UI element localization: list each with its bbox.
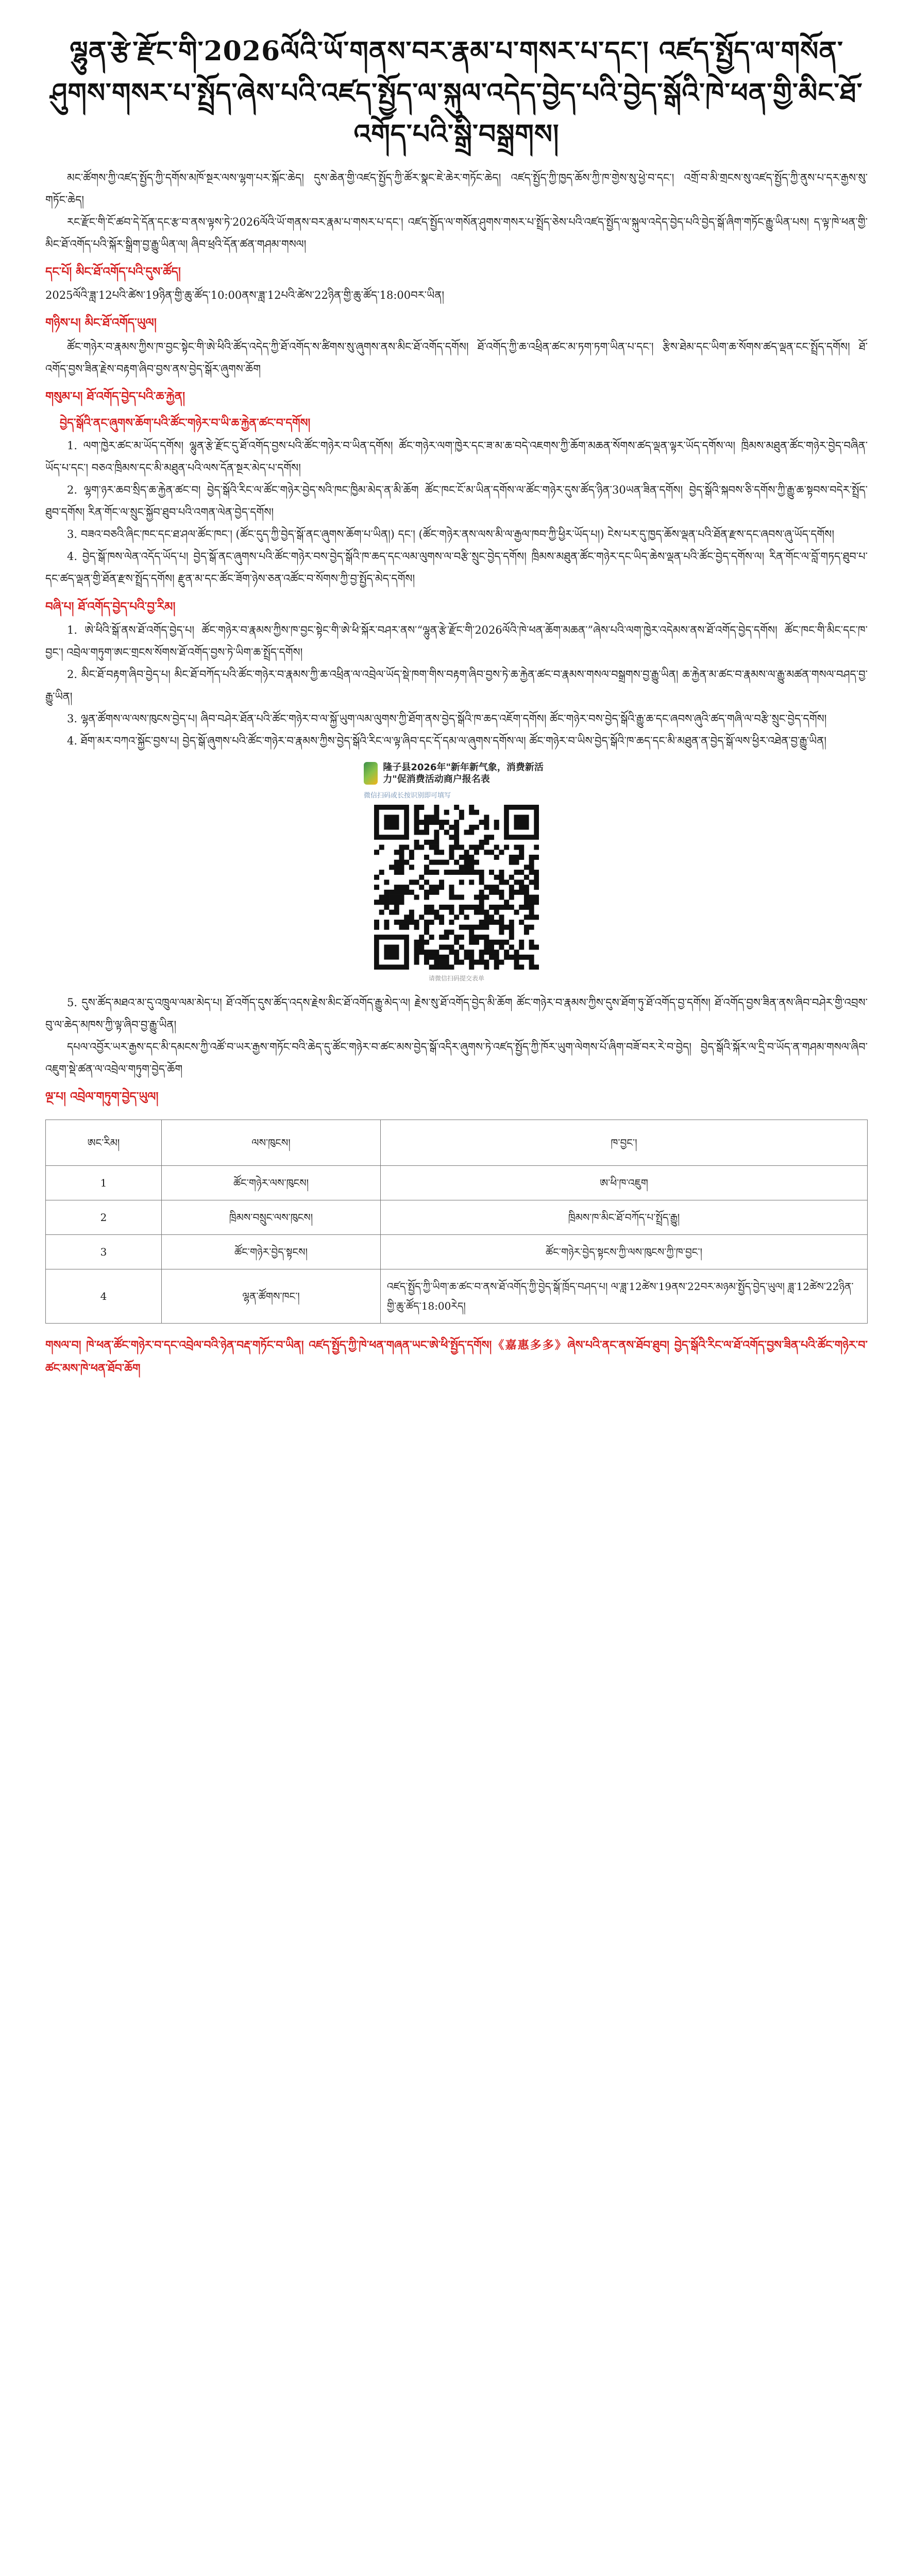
table-row — [46, 1166, 868, 1200]
list-item: 2. མིང་ཐོ་བརྟག་ཞིབ་བྱེད་པ། མིང་ཐོ་བཀོད་པའི་ཚོང་གཉེར་བ་རྣམས་ཀྱི་ཆ་འཕྲིན་ལ་འབྲེལ་ཡོད་སྡེ་ཁག་གིས་བརྟག་ཞིབ་བྱས་ཏེ་ཆ་རྐྱེན་ཚང་བ་རྣམས་གསལ་བསྒྲགས་བྱ་རྒྱུ་ཡིན། ཆ་རྐྱེན་མ་ཚང་བ་རྣམས་ལ་རྒྱུ་མཚན་གསལ་བཤད་བྱ་རྒྱུ་ཡིན། — [45, 668, 868, 703]
list-item: 1. ལག་ཁྱེར་ཚང་མ་ཡོད་དགོས། ལྷུན་རྩེ་རྫོང་དུ་ཐོ་འགོད་བྱས་པའི་ཚོང་གཉེར་བ་ཡིན་དགོས། ཚོང་གཉེར་ལག་ཁྱེར་དང་ཟ་མ་ཆ་བདེ་འཇགས་ཀྱི་ཆོག་མཆན་སོགས་ཚད་ལྡན་ལྟར་ཡོད་དགོས་ལ། ཁྲིམས་མཐུན་ཚོང་གཉེར་བྱེད་བཞིན་ཡོད་པ་དང་། བཅའ་ཁྲིམས་དང་མི་མཐུན་པའི་ལས་དོན་སྔར་མེད་པ་དགོས། — [45, 439, 868, 474]
list-item: 3. ལྷན་ཚོགས་ལ་ལས་ཁུངས་བྱེད་པ། ཞིབ་བཤེར་ཐོན་པའི་ཚོང་གཉེར་བ་ལ་སྐྱོ་ཡུག་ལམ་ལུགས་ཀྱི་ཐོག་ནས་བྱེད་སྒོའི་ཁ་ཆད་འཇོག་དགོས། ཚོང་གཉེར་བས་བྱེད་སྒོའི་རྒྱུ་ཆ་དང་ཞབས་ཞུའི་ཚད་གཞི་ལ་བརྩི་སྲུང་བྱེད་དགོས། — [67, 713, 827, 725]
table-row — [46, 1235, 868, 1269]
section-heading: ལྔ་པ། འབྲེལ་གཏུག་བྱེད་ཡུལ། — [45, 1090, 159, 1104]
table-cell: ཚོང་གཉེར་ལས་ཁུངས། — [162, 1166, 381, 1200]
table-cell: ཁྲིམས་ཁ་མིང་ཐོ་བཀོད་པ་སྤྲོད་རྒྱུ། — [381, 1200, 868, 1235]
qr-card-subtitle: 微信扫码或长按识别即可填写 — [364, 791, 451, 800]
section-body: ཚོང་གཉེར་བ་རྣམས་ཀྱིས་ཁ་བྱང་སྟེང་གི་ཨེ་ཕིའི་ཚོད་འདེད་ཀྱི་ཐོ་འགོད་ས་ཚིགས་སུ་ཞུགས་ནས་མིང་ཐོ་འགོད་དགོས། ཐོ་འགོད་ཀྱི་ཆ་འཕྲིན་ཚང་མ་ཏག་ཏག་ཡིན་པ་དང་། རྩིས་ཐེམ་དང་ཡིག་ཆ་སོགས་ཚད་ལྡན་ངང་སྤྲོད་དགོས། ཐོ་འགོད་བྱས་ཟིན་རྗེས་བརྟག་ཞིབ་བྱས་ནས་བྱེད་སྒོར་ཞུགས་ཆོག — [45, 340, 868, 375]
table-header-cell: ཨང་རིམ། — [46, 1120, 162, 1166]
table-header-cell: ཁ་བྱང་། — [381, 1120, 868, 1166]
notice-text: གསལ་བ། ཁེ་ཕན་ཚོང་གཉེར་བ་དང་འབྲེལ་བའི་ཉེན་བརྡ་གཏོང་བ་ཡིན། འཛད་སྤྱོད་ཀྱི་ཁེ་ཕན་གཞན་ཡང་ཨེ་ཕི་སྤྱོད་དགོས།《嘉惠多多》ཞེས་པའི་ནང་ནས་ཐོབ་ཐུབ། བྱེད་སྒོའི་རིང་ལ་ཐོ་འགོད་བྱས་ཟིན་པའི་ཚོང་གཉེར་བ་ཚང་མས་ཁེ་ཕན་ཐོབ་ཆོག — [45, 1338, 868, 1376]
qr-card-title: 隆子县2026年"新年新气象，消费新活力"促消费活动商户报名表 — [383, 762, 544, 785]
qr-code-icon — [374, 805, 539, 970]
section-heading: དང་པོ། མིང་ཐོ་འགོད་པའི་དུས་ཚོད། — [45, 264, 181, 279]
intro-paragraph: རང་རྫོང་གི་ངོ་ཚབ་དེ་དོན་དང་རྩ་བ་ནས་ལྟས་ཏེ་2026ལོའི་ཡོ་གནས་བར་རྣམ་པ་གསར་པ་དང་། འཛད་སྤྱོད་ལ་གསོན་ཤུགས་གསར་པ་སྤྲོད་ཅེས་པའི་འཛད་སྤྱོད་ལ་སྐུལ་འདེད་བྱེད་པའི་བྱེད་སྒོ་ཞིག་གཏོང་རྒྱུ་ཡིན་པས། ད་ལྟ་ཁེ་ཕན་གྱི་མིང་ཐོ་འགོད་པའི་སྐོར་སྒྲིག་བྱ་རྒྱུ་ཡིན་ལ། ཞིབ་ཕྲའི་དོན་ཚན་གཤམ་གསལ། — [45, 215, 868, 250]
table-cell: 4 — [46, 1269, 162, 1324]
section-heading: གསུམ་པ། ཐོ་འགོད་བྱེད་པའི་ཆ་རྐྱེན། — [45, 389, 185, 403]
list-item: 3. བཟའ་བཅའི་ཞིང་ཁང་དང་ཐ་ཤལ་ཚོང་ཁང་། (ཚོང་དུད་ཀྱི་བྱེད་སྒོ་ནང་ཞུགས་ཆོག་པ་ཡིན།) དང་། (ཚོང་གཉེར་ནས་ལས་མི་ལ་རྒྱལ་ཁབ་ཀྱི་ཕྱིར་ཡོད་པ།) ངེས་པར་དུ་ཁྱད་ཆོས་ལྡན་པའི་ཐོན་རྫས་དང་ཞབས་ཞུ་ཡོད་དགོས། — [67, 528, 835, 541]
section-heading: བཞི་པ། ཐོ་འགོད་བྱེད་པའི་བྱ་རིམ། — [45, 599, 176, 614]
intro-paragraph: མང་ཚོགས་ཀྱི་འཛད་སྤྱོད་ཀྱི་དགོས་མཁོ་སྔར་ལས་ལྷག་པར་སྐོང་ཆེད། དུས་ཆེན་གྱི་འཛད་སྤྱོད་ཀྱི་ཚོར་སྣང་ཇེ་ཆེར་གཏོང་ཆེད། འཛད་སྤྱོད་ཀྱི་ཁྱད་ཆོས་ཀྱི་ཁ་གྱེས་སུ་ཕྱེ་བ་དང་། འགྲོ་བ་མི་གྲངས་སུ་འཛད་སྤྱོད་ཀྱི་ནུས་པ་དར་རྒྱས་སུ་གཏོང་ཆེད། — [45, 171, 868, 206]
table-header-cell: ལས་ཁུངས། — [162, 1120, 381, 1166]
list-item: 4. ཐོག་མར་བཀའ་སྐྱོང་བྱས་པ། བྱེད་སྒོ་ཞུགས་པའི་ཚོང་གཉེར་བ་རྣམས་ཀྱིས་བྱེད་སྒོའི་རིང་ལ་ལྟ་ཞིབ་དང་དོ་དམ་ལ་ཞུགས་དགོས་ལ། ཚོང་གཉེར་བ་ཡིས་བྱེད་སྒོའི་ཁ་ཆད་དང་མི་མཐུན་ན་བྱེད་སྒོ་ལས་ཕྱིར་འཐེན་བྱ་རྒྱུ་ཡིན། — [67, 735, 826, 748]
section-subheading: བྱེད་སྒོའི་ནང་ཞུགས་ཆོག་པའི་ཚོང་གཉེར་བ་ཡི་ཆ་རྐྱེན་ཚང་བ་དགོས། — [60, 416, 311, 430]
table-row — [46, 1269, 868, 1324]
closing-paragraph: དཔལ་འབྱོར་ཡར་རྒྱས་དང་མི་དམངས་ཀྱི་འཚོ་བ་ཡར་རྒྱས་གཏོང་བའི་ཆེད་དུ་ཚོང་གཉེར་བ་ཚང་མས་བྱེད་སྒོ་འདིར་ཞུགས་ཏེ་འཛད་སྤྱོད་ཀྱི་ཁོར་ཡུག་ལེགས་པོ་ཞིག་བཟོ་བར་རེ་བ་བྱེད། བྱེད་སྒོའི་སྐོར་ལ་དྲི་བ་ཡོད་ན་གཤམ་གསལ་ཞིབ་འཇུག་སྡེ་ཚན་ལ་འབྲེལ་གཏུག་བྱེད་ཆོག — [45, 1040, 868, 1076]
registration-qr-card — [364, 761, 549, 982]
table-header-row — [46, 1120, 868, 1166]
table-cell: ཚོང་གཉེར་བྱེད་སྟངས་ཀྱི་ལས་ཁུངས་ཀྱི་ཁ་བྱང་། — [381, 1235, 868, 1269]
page-title: ལྷུན་རྩེ་རྫོང་གི་2026ལོའི་ཡོ་གནས་བར་རྣམ་པ་གསར་པ་དང་། འཛད་སྤྱོད་ལ་གསོན་ཤུགས་གསར་པ་སྤྲོད་ཞེས་པའི་འཛད་སྤྱོད་ལ་སྐུལ་འདེད་བྱེད་པའི་བྱེད་སྒོའི་ཁེ་ཕན་གྱི་མིང་ཐོ་འགོད་པའི་སྒྲི་བསྒྲགས། — [50, 36, 863, 150]
list-item: 1. ཨེ་ཕིའི་སྒོ་ནས་ཐོ་འགོད་བྱེད་པ། ཚོང་གཉེར་བ་རྣམས་ཀྱིས་ཁ་བྱང་སྟེང་གི་ཨེ་ཕི་སྐོར་བཤར་ནས་“ལྷུན་རྩེ་རྫོང་གི་2026ལོའི་ཁེ་ཕན་ཆོག་མཆན་”ཞེས་པའི་ལག་ཁྱེར་འདེམས་ནས་ཐོ་འགོད་བྱེད་དགོས། ཚོང་ཁང་གི་མིང་དང་ཁ་བྱང་། འབྲེལ་གཏུག་ཨང་གྲངས་སོགས་ཐོ་འགོད་བྱས་ཏེ་ཡིག་ཆ་སྤྲོད་དགོས། — [45, 623, 868, 658]
table-cell: 2 — [46, 1200, 162, 1235]
table-cell: ཁྲིམས་བསྲུང་ལས་ཁུངས། — [162, 1200, 381, 1235]
section-heading: གཉིས་པ། མིང་ཐོ་འགོད་ཡུལ། — [45, 316, 157, 330]
table-cell: འཛད་སྤྱོད་ཀྱི་ཡིག་ཆ་ཚང་བ་ནས་ཐོ་འགོད་ཀྱི་བྱེད་སྒོ་ཁྲོད་བཤད་པ། ལ་ཟླ་12ཚེས་19ནས་22བར་མཉམ་སྤྱོད་བྱེད་ཡུལ། ཟླ་12ཚེས་22ཉིན་གྱི་ཆུ་ཚོད་18:00རེད། — [381, 1269, 868, 1324]
list-item: 5. དུས་ཚོད་མཐའ་མ་དུ་འཁྲུལ་ལམ་མེད་པ། ཐོ་འགོད་དུས་ཚོད་འདས་རྗེས་མིང་ཐོ་འགོད་རྒྱུ་མེད་ལ། རྗེས་སུ་ཐོ་འགོད་བྱེད་མི་ཆོག ཚོང་གཉེར་བ་རྣམས་ཀྱིས་དུས་ཐོག་ཏུ་ཐོ་འགོད་བྱ་དགོས། ཐོ་འགོད་བྱས་ཟིན་ནས་ཞིབ་བཤེར་གྱི་འབྲས་བུ་ལ་ཆེད་མཁས་ཀྱི་ལྟ་ཞིབ་བྱ་རྒྱུ་ཡིན། — [45, 996, 868, 1031]
table-cell: 1 — [46, 1166, 162, 1200]
registration-qr-code[interactable] — [374, 805, 539, 970]
list-item: 2. ལྷག་ཉར་ཆབ་སྲིད་ཆ་རྐྱེན་ཚང་བ། བྱེད་སྒོའི་རིང་ལ་ཚོང་གཉེར་བྱེད་སའི་ཁང་ཁྱིམ་མེད་ན་མི་ཆོག ཚོང་ཁང་ངོ་མ་ཡིན་དགོས་ལ་ཚོང་གཉེར་དུས་ཚོད་ཉིན་30ཡན་ཟིན་དགོས། བྱེད་སྒོའི་སྐབས་ཅི་དགོས་ཀྱི་རྒྱུ་ཆ་སྟབས་བདེར་སྤྲོད་ཐུབ་དགོས། རིན་གོང་ལ་སྲུང་སྐྱོབ་ཐུབ་པའི་འགན་ལེན་བྱེད་དགོས། — [45, 484, 868, 519]
table-cell: ཚོང་གཉེར་བྱེད་སྟངས། — [162, 1235, 381, 1269]
table-row — [46, 1200, 868, 1235]
contact-table — [45, 1120, 868, 1324]
app-logo-icon — [364, 762, 378, 785]
qr-card-caption: 请微信扫码提交表单 — [428, 974, 484, 982]
section-body: 2025ལོའི་ཟླ་12པའི་ཚེས་19ཉིན་གྱི་ཆུ་ཚོད་10:00ནས་ཟླ་12པའི་ཚེས་22ཉིན་གྱི་ཆུ་ཚོད་18:00བར་ཡིན། — [45, 289, 444, 302]
table-cell: 3 — [46, 1235, 162, 1269]
table-cell: ལྷན་ཚོགས་ཁང་། — [162, 1269, 381, 1324]
table-cell: ཨ་ཕི་ཁ་འཇུག — [381, 1166, 868, 1200]
list-item: 4. བྱེད་སྒོ་ཁས་ལེན་འདོད་ཡོད་པ། བྱེད་སྒོ་ནང་ཞུགས་པའི་ཚོང་གཉེར་བས་བྱེད་སྒོའི་ཁ་ཆད་དང་ལམ་ལུགས་ལ་བརྩི་སྲུང་བྱེད་དགོས། ཁྲིམས་མཐུན་ཚོང་གཉེར་དང་ཡིད་ཆེས་ལྡན་པའི་ཚོང་བྱེད་དགོས་ལ། རིན་གོང་ལ་བློ་གཏད་ཐུབ་པ་དང་ཚད་ལྡན་གྱི་ཐོན་རྫས་སྤྲོད་དགོས། རྫུན་མ་དང་ཚོང་ཟོག་ཉེས་ཅན་འཚོང་བ་སོགས་ཀྱི་བྱ་སྤྱོད་མེད་དགོས། — [45, 550, 868, 585]
